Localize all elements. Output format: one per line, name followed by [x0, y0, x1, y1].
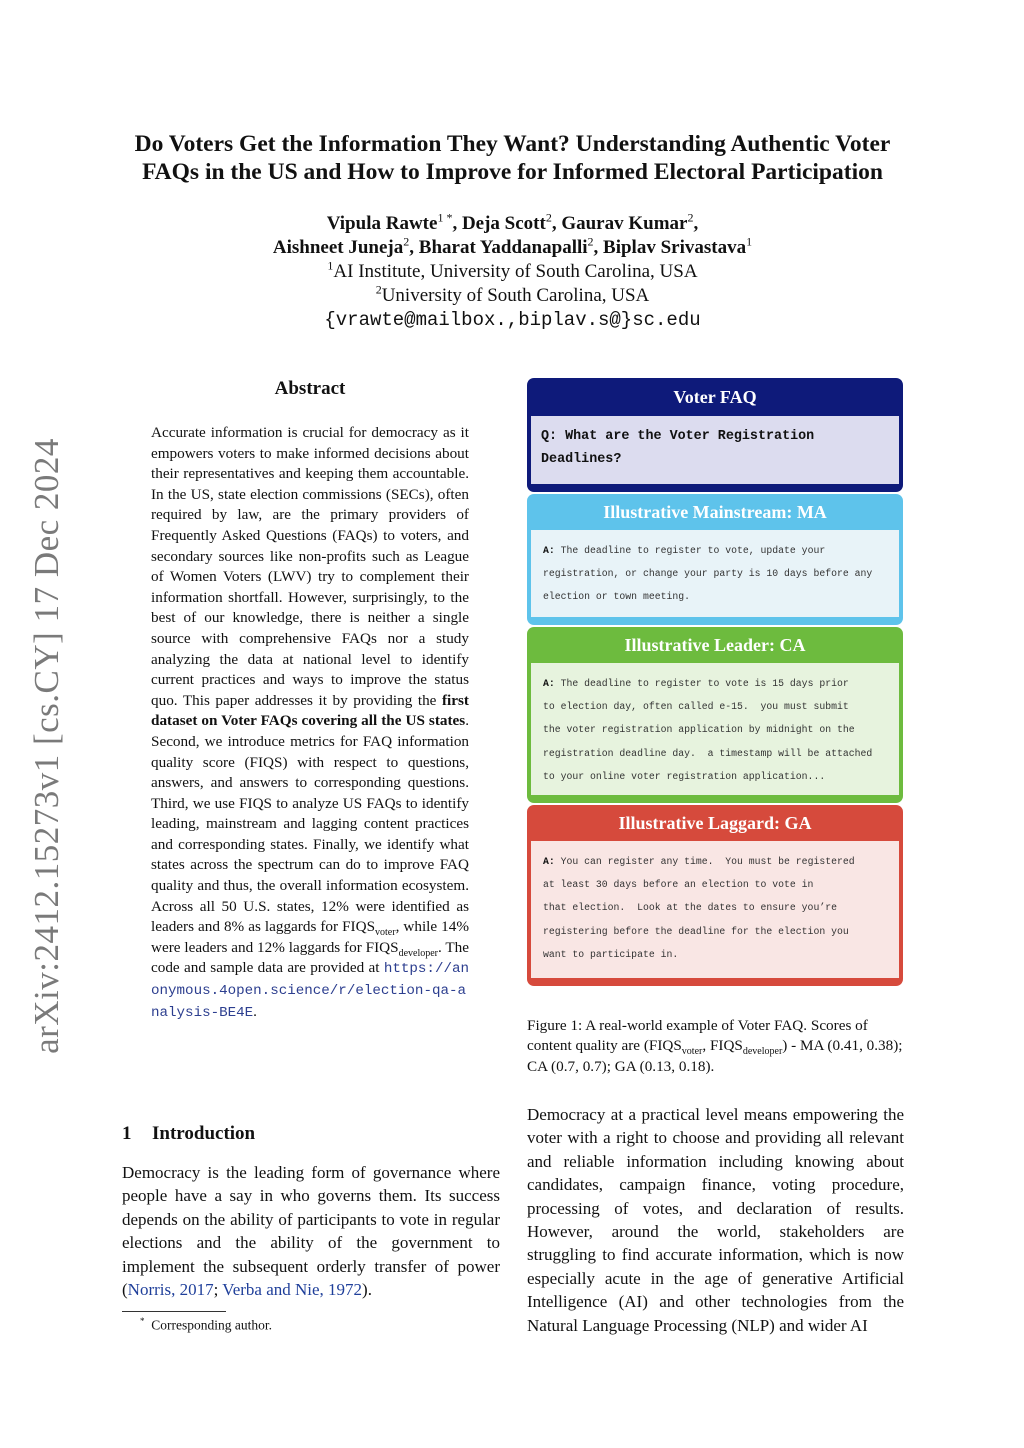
- arxiv-sidebar-stamp: [12, 436, 82, 1056]
- author-name: Vipula Rawte: [326, 213, 438, 234]
- body-text: Democracy is the leading form of governance where people have a say in who governs them. Its success depends on the ability of participants to vote in regular elections and the ability of the government to implement the subsequent orderly transfer of power (: [122, 1163, 500, 1300]
- abstract-bold-text: first dataset on Voter FAQs covering all the US states: [151, 691, 469, 730]
- intro-paragraph-right: Democracy at a practical level means empowering the voter with a right to choose and providing all relevant and reliable information including knowing about candidates, campaign finance, voting procedure, processing of votes, and declaration of results. However, around the world, stakeholders are struggling to find accurate information, which is now especially acute in the age of generative Artificial Intelligence (AI) and other technologies from the Natural Language Processing (NLP) and wider AI: [527, 1105, 904, 1335]
- abstract-text: Accurate information is crucial for democracy as it empowers voters to make informed decisions about their representatives and keeping them accountable. In the US, state election commissions (SECs), often required by law, are the primary providers of Frequently Asked Questions (FAQs) to voters, and secondary sources like non-profits such as League of Women Voters (LWV) try to complement their information shortfall. However, surprisingly, to the best of our knowledge, there is neither a single source with comprehensive FAQs nor a study analyzing the data at national level to identify current practices and ways to improve the status quo. This paper addresses it by providing the: [151, 424, 469, 709]
- author-sup: 1 *: [437, 210, 453, 225]
- laggard-answer: [531, 841, 899, 978]
- author-sup: 2: [687, 210, 694, 225]
- arxiv-id: arXiv:2412.15273v1 [cs.CY] 17 Dec 2024: [27, 438, 66, 1054]
- affiliation-text: AI Institute, University of South Carolina, USA: [333, 261, 698, 282]
- section-heading: [122, 1123, 502, 1145]
- author-name: Bharat Yaddanapalli: [418, 237, 588, 258]
- author-line-1: [110, 212, 915, 236]
- footnote-mark: *: [140, 1316, 145, 1326]
- abstract-text: .: [253, 1002, 257, 1020]
- intro-paragraph-left: [122, 1161, 500, 1301]
- caption-text: , FIQS: [702, 1037, 743, 1055]
- leader-header: Illustrative Leader: CA: [624, 635, 806, 655]
- answer-label: A:: [543, 545, 555, 556]
- voter-faq-question: Q: What are the Voter Registration Deadlines?: [531, 416, 899, 484]
- mainstream-header: Illustrative Mainstream: MA: [603, 502, 827, 522]
- subscript: voter: [681, 1046, 703, 1058]
- answer-text: The deadline to register to vote is 15 days prior to election day, often called e-15. you must submit the voter registration application by midnight on the registration deadline day. a timestamp will be attached to your online voter registration application...: [543, 678, 873, 782]
- subscript: developer: [398, 947, 438, 959]
- body-text: ;: [213, 1280, 223, 1300]
- laggard-header: Illustrative Laggard: GA: [618, 813, 812, 833]
- mainstream-answer: [531, 530, 899, 617]
- laggard-box: [527, 805, 903, 986]
- affiliation-text: University of South Carolina, USA: [381, 285, 650, 306]
- author-name: Aishneet Juneja: [272, 237, 404, 258]
- abstract-text: , while 14% were leaders and 12% laggards for FIQS: [151, 918, 469, 956]
- author-sep: ,: [409, 237, 419, 258]
- abstract-body: [151, 423, 469, 1023]
- caption-text: Figure 1: A real-world example of Voter FAQ. Scores of content quality are (FIQS: [527, 1017, 868, 1055]
- footnote: [140, 1316, 500, 1334]
- answer-label: A:: [543, 856, 555, 867]
- subscript: voter: [375, 927, 396, 939]
- figure-caption: [527, 1016, 905, 1077]
- footnote-divider: [122, 1311, 226, 1312]
- abstract-text: . The code and sample data are provided at: [151, 938, 470, 977]
- abstract-heading: Abstract: [274, 378, 346, 399]
- author-sep: ,: [551, 213, 562, 234]
- author-name: Biplav Srivastava: [603, 237, 747, 258]
- section-number: 1: [122, 1123, 132, 1144]
- answer-text: The deadline to register to vote, update your registration, or change your party is 10 days before any election or town meeting.: [543, 545, 873, 603]
- author-email: {vrawte@mailbox.,biplav.s@}sc.edu: [324, 309, 701, 331]
- affiliation-sup: 1: [327, 258, 334, 273]
- mainstream-box: [527, 494, 903, 625]
- leader-box: [527, 627, 903, 803]
- abstract-text: . Second, we introduce metrics for FAQ information quality score (FIQS) with respect to questions, answers, and answers to corresponding questions. Third, we use FIQS to analyze US FAQs to identify leading, mainstream and lagging content practices and corresponding states. Finally, we identify what states across the spectrum can do to improve FAQ quality and thus, the overall information ecosystem. Across all 50 U.S. states, 12% were identified as leaders and 8% as laggards for FIQS: [151, 712, 469, 936]
- affiliation-2: [110, 284, 915, 308]
- paper-title: Do Voters Get the Information They Want? Understanding Authentic Voter FAQs in the US and How to Improve for Informed Electoral Participation: [134, 131, 891, 185]
- affiliation-sup: 2: [375, 282, 382, 297]
- caption-text: ) - MA (0.41, 0.38); CA (0.7, 0.7); GA (0.13, 0.18).: [527, 1037, 903, 1075]
- voter-faq-header: Voter FAQ: [673, 387, 757, 407]
- citation-link[interactable]: Norris, 2017: [127, 1280, 214, 1300]
- author-name: Gaurav Kumar: [561, 213, 688, 234]
- subscript: developer: [742, 1046, 783, 1058]
- author-block: [110, 212, 915, 332]
- answer-label: A:: [543, 678, 555, 689]
- author-sup: 1: [746, 234, 753, 249]
- code-link[interactable]: https://anonymous.4open.science/r/election-qa-analysis-BE4E: [151, 961, 469, 1021]
- section-title: Introduction: [152, 1123, 256, 1144]
- author-sup: 2: [587, 234, 594, 249]
- citation-link[interactable]: Verba and Nie, 1972: [222, 1280, 363, 1300]
- answer-text: You can register any time. You must be registered at least 30 days before an election to vote in that election. Look at the dates to ensure you’re registering before the deadline for the election you want to participate in.: [543, 856, 855, 960]
- affiliation-1: [110, 260, 915, 284]
- voter-faq-box: [527, 378, 903, 492]
- author-line-2: [110, 236, 915, 260]
- body-text: ).: [362, 1280, 372, 1300]
- author-sup: 2: [545, 210, 552, 225]
- author-sep: ,: [593, 237, 604, 258]
- author-name: Deja Scott: [461, 213, 546, 234]
- author-sep: ,: [693, 213, 699, 234]
- leader-answer: [531, 663, 899, 795]
- footnote-text: Corresponding author.: [151, 1317, 272, 1333]
- author-sup: 2: [403, 234, 410, 249]
- author-sep: ,: [452, 213, 462, 234]
